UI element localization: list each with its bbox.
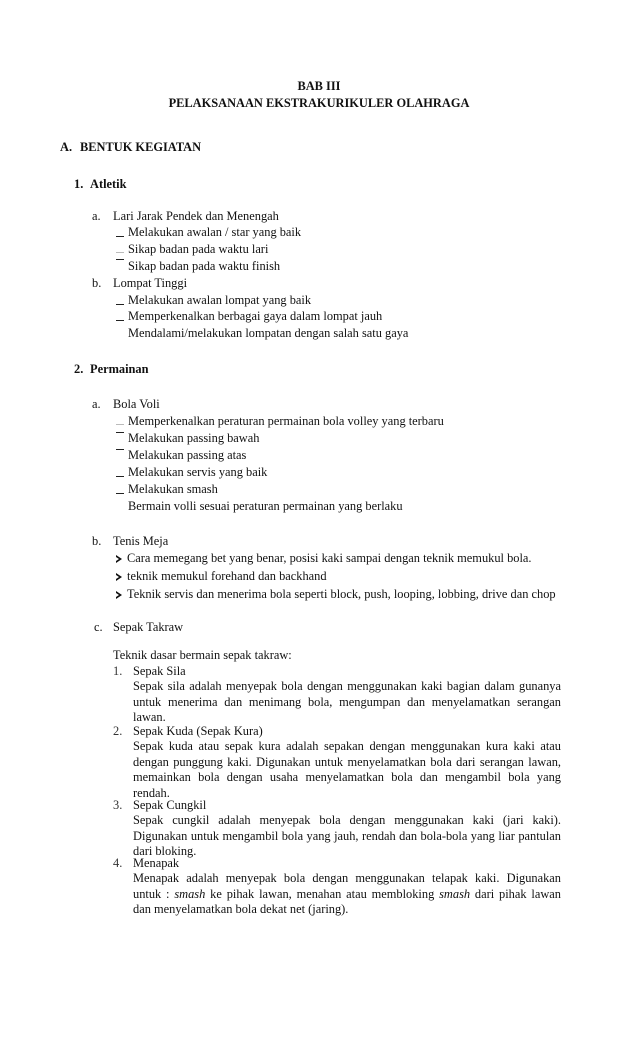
voli-item: Melakukan smash xyxy=(128,482,218,496)
technique-num: 1. xyxy=(113,664,123,678)
voli-item: Bermain volli sesuai peraturan permainan yang berlaku xyxy=(128,499,403,513)
description-text: ke pihak lawan, menahan atau membloking xyxy=(205,886,440,901)
atletik-a-title: Lari Jarak Pendek dan Menengah xyxy=(113,209,279,223)
description-text: dari pihak lawan xyxy=(470,886,561,901)
technique-num: 4. xyxy=(113,856,123,870)
technique-title: Sepak Sila xyxy=(133,664,186,678)
tenis-item: teknik memukul forehand dan backhand xyxy=(127,569,327,583)
section-title: BENTUK KEGIATAN xyxy=(80,140,202,154)
voli-item: Memperkenalkan peraturan permainan bola volley yang terbaru xyxy=(128,414,444,428)
description-line: dengan punggung kaki. Digunakan untuk menyelamatkan bola dari serangan lawan, xyxy=(133,754,561,769)
technique-title: Sepak Cungkil xyxy=(133,798,207,812)
atletik-num: 1. xyxy=(74,177,84,191)
dash-icon xyxy=(116,493,124,494)
technique-description xyxy=(133,739,561,801)
description-line: Sepak kuda atau sepak kura adalah sepakan dengan menggunakan kura kaki atau xyxy=(133,739,561,753)
dash-icon xyxy=(116,424,124,425)
takraw-intro: Teknik dasar bermain sepak takraw: xyxy=(113,648,292,662)
atletik-b-item: Melakukan awalan lompat yang baik xyxy=(128,293,312,307)
technique-description xyxy=(133,871,561,918)
atletik-a-label: a. xyxy=(92,209,101,223)
description-line: Sepak cungkil adalah menyepak bola dengan menggunakan kaki (jari kaki). xyxy=(133,813,561,827)
description-line xyxy=(133,887,561,903)
technique-description xyxy=(133,813,561,860)
voli-item: Melakukan passing atas xyxy=(128,448,247,462)
voli-item: Melakukan passing bawah xyxy=(128,431,260,445)
atletik-b-label: b. xyxy=(92,276,102,290)
description-line: lawan. xyxy=(133,710,166,724)
takraw-title: Sepak Takraw xyxy=(113,620,184,634)
technique-description xyxy=(133,679,561,726)
description-line: dan menyelamatkan bola dekat net (jaring). xyxy=(133,902,349,916)
technique-title: Menapak xyxy=(133,856,180,870)
voli-title: Bola Voli xyxy=(113,397,160,411)
description-line: memainkan bola dengan usaha menyelamatkan bola dan mengambil bola yang xyxy=(133,770,561,784)
permainan-title: Permainan xyxy=(90,362,149,376)
description-line: Digunakan untuk mengambil bola yang jauh, rendah dan bola-bola yang liar pantulan xyxy=(133,828,561,843)
tenis-title: Tenis Meja xyxy=(113,534,169,548)
arrow-bullet-icon xyxy=(116,573,122,581)
description-line: rendah. xyxy=(133,785,170,800)
dash-icon xyxy=(116,320,124,321)
dash-icon xyxy=(116,432,124,433)
permainan-num: 2. xyxy=(74,362,84,376)
description-line: Menapak adalah menyepak bola dengan menggunakan telapak kaki. Digunakan xyxy=(133,871,561,885)
tenis-item: Cara memegang bet yang benar, posisi kaki sampai dengan teknik memukul bola. xyxy=(127,551,532,565)
dash-icon xyxy=(116,259,124,260)
dash-icon xyxy=(116,252,124,253)
dash-icon xyxy=(116,476,124,477)
smash-term: smash xyxy=(174,886,206,901)
atletik-b-item: Memperkenalkan berbagai gaya dalam lompat jauh xyxy=(128,309,383,323)
dash-icon xyxy=(116,449,124,450)
description-line: dari bloking. xyxy=(133,844,197,858)
arrow-bullet-icon xyxy=(116,591,122,599)
technique-title: Sepak Kuda (Sepak Kura) xyxy=(133,724,263,738)
atletik-b-item: Mendalami/melakukan lompatan dengan salah satu gaya xyxy=(128,326,409,340)
smash-term: smash xyxy=(439,886,471,901)
atletik-a-item: Melakukan awalan / star yang baik xyxy=(128,225,302,239)
voli-item: Melakukan servis yang baik xyxy=(128,465,268,479)
chapter-label: BAB III xyxy=(297,79,341,93)
dash-icon xyxy=(116,236,124,237)
description-line: Sepak sila adalah menyepak bola dengan menggunakan kaki bagian dalam gunanya xyxy=(133,679,561,693)
chapter-title: PELAKSANAAN EKSTRAKURIKULER OLAHRAGA xyxy=(168,96,470,110)
atletik-title: Atletik xyxy=(90,177,127,191)
tenis-label: b. xyxy=(92,534,102,548)
description-line: untuk menerima dan menimang bola, mengumpan dan menyelamatkan serangan xyxy=(133,694,561,709)
arrow-bullet-icon xyxy=(116,555,122,563)
tenis-item: Teknik servis dan menerima bola seperti block, push, looping, lobbing, drive dan chop xyxy=(127,587,556,601)
description-text: untuk : xyxy=(133,886,175,901)
technique-num: 2. xyxy=(113,724,123,738)
atletik-a-item: Sikap badan pada waktu lari xyxy=(128,242,269,256)
dash-icon xyxy=(116,304,124,305)
voli-label: a. xyxy=(92,397,101,411)
technique-num: 3. xyxy=(113,798,123,812)
atletik-a-item: Sikap badan pada waktu finish xyxy=(128,259,281,273)
atletik-b-title: Lompat Tinggi xyxy=(113,276,188,290)
takraw-label: c. xyxy=(94,620,103,634)
section-label: A. xyxy=(60,140,73,154)
